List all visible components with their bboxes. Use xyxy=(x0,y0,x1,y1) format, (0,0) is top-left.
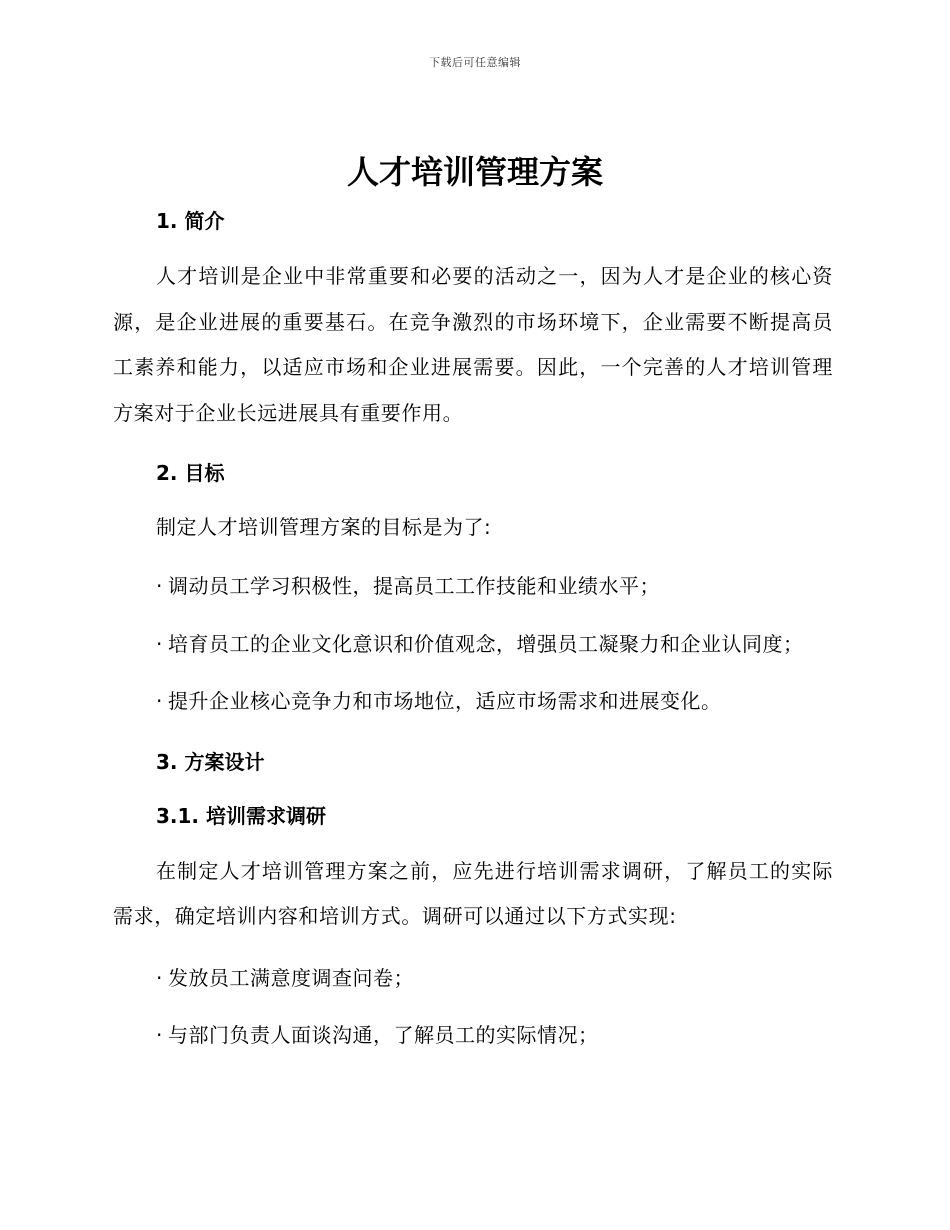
header-note: 下载后可任意编辑 xyxy=(429,56,521,69)
section-heading-goals: 2. 目标 xyxy=(156,461,225,485)
bullet-dot: · xyxy=(156,965,163,990)
survey-paragraph: 在制定人才培训管理方案之前，应先进行培训需求调研，了解员工的实际需求，确定培训内容和培训方式。调研可以通过以下方式实现: xyxy=(113,858,833,928)
survey-bullet-1 xyxy=(113,956,833,1002)
section-heading-design: 3. 方案设计 xyxy=(156,749,265,774)
survey-bullet-2 xyxy=(113,1013,833,1059)
survey-bullet-text: 与部门负责人面谈沟通，了解员工的实际情况； xyxy=(168,1023,599,1047)
survey-bullet-text: 发放员工满意度调查问卷； xyxy=(168,965,414,990)
section-heading-intro: 1. 简介 xyxy=(156,209,225,233)
goals-lead: 制定人才培训管理方案的目标是为了: xyxy=(156,515,492,539)
goals-bullet-text: 培育员工的企业文化意识和价值观念，增强员工凝聚力和企业认同度； xyxy=(168,631,804,656)
goals-bullet-text: 调动员工学习积极性，提高员工工作技能和业绩水平； xyxy=(168,574,660,598)
bullet-dot: · xyxy=(156,689,163,713)
document-body xyxy=(113,200,833,1059)
goals-bullet-1 xyxy=(113,564,833,610)
bullet-dot: · xyxy=(156,631,163,656)
goals-bullet-text: 提升企业核心竞争力和市场地位，适应市场需求和进展变化。 xyxy=(168,689,722,713)
goals-bullet-3 xyxy=(113,679,833,725)
bullet-dot: · xyxy=(156,574,163,598)
bullet-dot: · xyxy=(156,1023,163,1047)
intro-paragraph: 人才培训是企业中非常重要和必要的活动之一，因为人才是企业的核心资源，是企业进展的重要基石。在竞争激烈的市场环境下，企业需要不断提高员工素养和能力，以适应市场和企业进展需要。因此，一个完善的人才培训管理方案对于企业长远进展具有重要作用。 xyxy=(113,264,833,425)
subsection-heading-survey: 3.1. 培训需求调研 xyxy=(156,803,326,828)
goals-bullet-2 xyxy=(113,622,833,668)
document-title: 人才培训管理方案 xyxy=(346,153,603,191)
